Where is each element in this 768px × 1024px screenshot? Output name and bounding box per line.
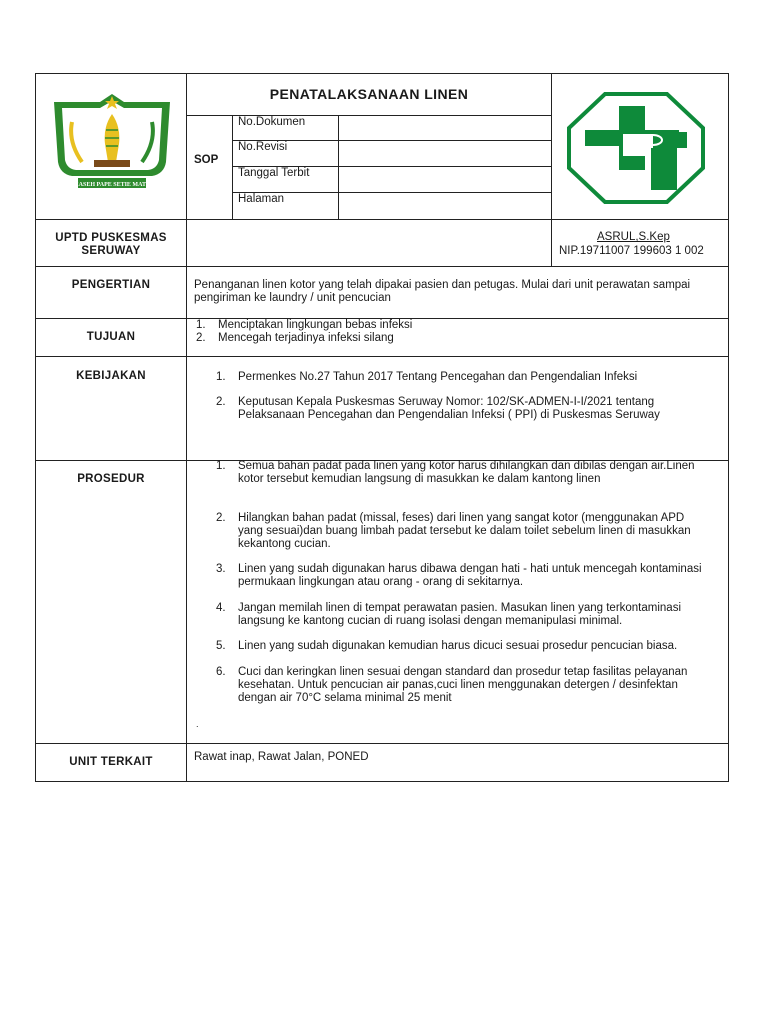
divider-row [35, 743, 729, 744]
regional-emblem-logo [48, 92, 176, 192]
unit-name: UPTD PUSKESMAS SERUWAY [55, 232, 167, 257]
divider-header [35, 219, 729, 220]
list-item: 4. Jangan memilah linen di tempat perawatan pasien. Masukan linen yang terkontaminasi langsung ke kantong cucian di ruang isolasi dengan memanipulasi minimal. [216, 602, 682, 627]
list-item: 1. Semua bahan padat pada linen yang kotor harus dihilangkan dan dibilas dengan air.Linen kotor tersebut kemudian langsung di masukkan ke dalam kantong linen [216, 460, 695, 485]
list-item: 6. Cuci dan keringkan linen sesuai dengan standard dan prosedur tetap fasilitas pelayanan kesehatan. Untuk pencucian air panas,cuci linen menggunakan detergen / desinfektan dengan air 70°C selama minimal 25 menit [216, 666, 688, 704]
divider-field-value [338, 115, 339, 219]
list-item: 1. Permenkes No.27 Tahun 2017 Tentang Pencegahan dan Pengendalian Infeksi [216, 371, 638, 383]
puskesmas-cross-logo [567, 92, 705, 204]
label-kebijakan: KEBIJAKAN [76, 370, 146, 382]
divider-sop [232, 115, 233, 219]
divider-signer [551, 219, 552, 266]
signer-name: ASRUL,S.Kep [597, 231, 670, 243]
list-item: 5. Linen yang sudah digunakan kemudian harus dicuci sesuai prosedur pencucian biasa. [216, 640, 678, 652]
list-item: 1. Menciptakan lingkungan bebas infeksi [196, 319, 413, 331]
signer-nip: NIP.19711007 199603 1 002 [559, 245, 704, 257]
field-tanggal-terbit: Tanggal Terbit [238, 167, 310, 179]
divider-row [35, 356, 729, 357]
emblem-motto: KASEH PAPE SETIE MATE [74, 182, 150, 188]
divider-label-column [186, 73, 187, 782]
pengertian-text: Penanganan linen kotor yang telah dipakai pasien dan petugas. Mulai dari unit perawatan sampai pengiriman ke laundry / unit pencucian [194, 279, 691, 304]
list-item: 2. Mencegah terjadinya infeksi silang [196, 332, 394, 344]
label-prosedur: PROSEDUR [77, 473, 145, 485]
sop-label: SOP [194, 154, 219, 166]
unit-terkait-text: Rawat inap, Rawat Jalan, PONED [194, 751, 369, 763]
list-item: 2. Hilangkan bahan padat (missal, feses) dari linen yang sangat kotor (menggunakan APD yang sesuai)dan buang limbah padat tersebut ke dalam toilet sebelum linen di masukkan kekantong cucian. [216, 512, 691, 550]
document-title: PENATALAKSANAAN LINEN [269, 86, 469, 102]
field-halaman: Halaman [238, 193, 285, 205]
label-unit-terkait: UNIT TERKAIT [69, 756, 153, 768]
divider-logo-right [551, 73, 552, 219]
list-item: 2. Keputusan Kepala Puskesmas Seruway Nomor: 102/SK-ADMEN-I-I/2021 tentang Pelaksanaan Pencegahan dan Pengendalian Infeksi ( PPI) di Puskesmas Seruway [216, 396, 660, 421]
prosedur-trailing-mark: . [196, 719, 199, 729]
field-no-revisi: No.Revisi [238, 141, 288, 153]
list-item: 3. Linen yang sudah digunakan harus dibawa dengan hati - hati untuk mencegah kontaminasi permukaan lingkungan atau orang - orang di sekitarnya. [216, 563, 702, 588]
field-no-dokumen: No.Dokumen [238, 116, 306, 128]
divider-row [35, 266, 729, 267]
label-tujuan: TUJUAN [86, 331, 136, 343]
label-pengertian: PENGERTIAN [71, 279, 151, 291]
